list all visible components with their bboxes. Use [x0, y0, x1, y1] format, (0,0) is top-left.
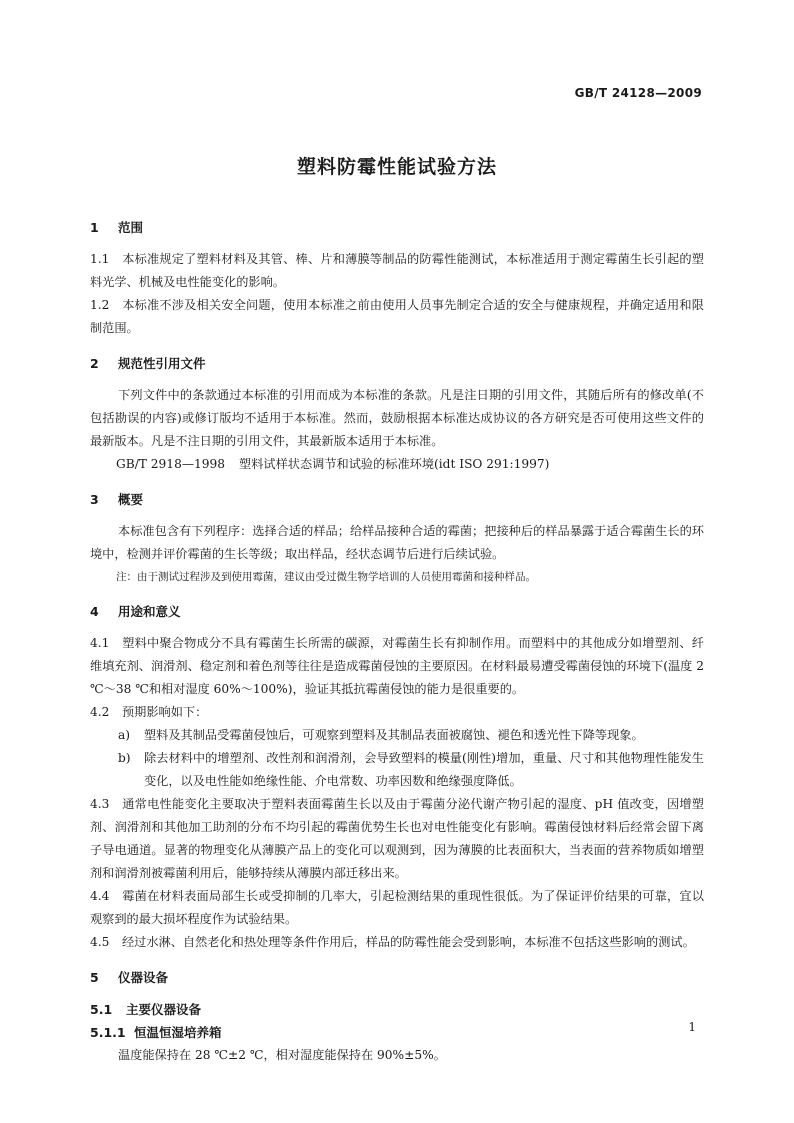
- clause-1-1: [90, 248, 704, 294]
- clause-4-5: [90, 931, 704, 954]
- section-title: 概要: [118, 492, 144, 507]
- list-item-b: [90, 747, 704, 793]
- subsection-title: 恒温恒湿培养箱: [134, 1025, 222, 1040]
- section-title: 范围: [118, 220, 144, 235]
- section-number: 2: [90, 356, 99, 371]
- clause-4-1: [90, 632, 704, 701]
- section-number: 3: [90, 492, 99, 507]
- list-marker: a): [118, 728, 131, 742]
- clause-text: 预期影响如下：: [122, 705, 208, 719]
- section-2-paragraph: 下列文件中的条款通过本标准的引用而成为本标准的条款。凡是注日期的引用文件，其随后所有的修改单(不包括勘误的内容)或修订版均不适用于本标准。然而，鼓励根据本标准达成协议的各方研究是否可使用这些文件的最新版本。凡是不注日期的引用文件，其最新版本适用于本标准。: [90, 388, 704, 448]
- clause-number: 1.2: [90, 298, 110, 312]
- section-number: 1: [90, 220, 99, 235]
- page-title: 塑料防霉性能试验方法: [296, 156, 497, 178]
- subsection-number: 5.1: [90, 1002, 113, 1017]
- reference-code: GB/T 2918—1998: [116, 457, 226, 471]
- section-title: 用途和意义: [118, 604, 181, 619]
- list-item-a: [90, 724, 704, 747]
- clause-text: 本标准不涉及相关安全问题，使用本标准之前由使用人员事先制定合适的安全与健康规程，并确定适用和限制范围。: [90, 298, 704, 335]
- section-number: 5: [90, 970, 99, 985]
- section-2-heading: [90, 352, 704, 375]
- reference-title: 塑料试样状态调节和试验的标准环境(idt ISO 291:1997): [239, 457, 550, 471]
- section-1-heading: [90, 216, 704, 239]
- clause-text: 本标准规定了塑料材料及其管、棒、片和薄膜等制品的防霉性能测试，本标准适用于测定霉菌生长引起的塑料光学、机械及电性能变化的影响。: [90, 252, 704, 289]
- clause-number: 4.5: [90, 935, 110, 949]
- subsection-5-1-1-paragraph: 温度能保持在 28 ℃±2 ℃，相对湿度能保持在 90%±5%。: [118, 1048, 446, 1062]
- section-3-heading: [90, 488, 704, 511]
- clause-text: 霉菌在材料表面局部生长或受抑制的几率大，引起检测结果的重现性很低。为了保证评价结果的可靠，宜以观察到的最大损坏程度作为试验结果。: [90, 889, 704, 926]
- clause-1-2: [90, 294, 704, 340]
- subsection-title: 主要仪器设备: [126, 1002, 202, 1017]
- list-text: 塑料及其制品受霉菌侵蚀后，可观察到塑料及其制品表面被腐蚀、褪色和透光性下降等现象。: [144, 728, 644, 742]
- clause-number: 4.4: [90, 889, 110, 903]
- normative-reference: [90, 453, 704, 476]
- standard-code: GB/T 24128—2009: [574, 86, 702, 100]
- clause-text: 通常电性能变化主要取决于塑料表面霉菌生长以及由于霉菌分泌代谢产物引起的湿度、pH 值改变，因增塑剂、润滑剂和其他加工助剂的分布不均引起的霉菌优势生长也对电性能变化有影响。霉菌侵蚀材料后经常会留下离子导电通道。显著的物理变化从薄膜产品上的变化可以观测到，因为薄膜的比表面积大，当表面的营养物质如增塑剂和润滑剂被霉菌利用后，能够持续从薄膜内部迁移出来。: [90, 797, 704, 880]
- clause-text: 经过水淋、自然老化和热处理等条件作用后，样品的防霉性能会受到影响，本标准不包括这些影响的测试。: [122, 935, 695, 949]
- section-5-heading: [90, 966, 704, 989]
- clause-4-4: [90, 885, 704, 931]
- section-title: 规范性引用文件: [118, 356, 206, 371]
- section-4-heading: [90, 600, 704, 623]
- list-text: 除去材料中的增塑剂、改性剂和润滑剂，会导致塑料的模量(刚性)增加，重量、尺寸和其他物理性能发生变化，以及电性能如绝缘性能、介电常数、功率因数和绝缘强度降低。: [144, 751, 704, 788]
- clause-number: 1.1: [90, 252, 110, 266]
- clause-4-3: [90, 793, 704, 885]
- clause-4-2: [90, 701, 704, 724]
- clause-number: 4.3: [90, 797, 110, 811]
- clause-number: 4.1: [90, 636, 110, 650]
- subsection-5-1-heading: [90, 998, 704, 1021]
- page-number: 1: [688, 1020, 696, 1034]
- section-3-paragraph: 本标准包含有下列程序：选择合适的样品；给样品接种合适的霉菌；把接种后的样品暴露于适合霉菌生长的环境中，检测并评价霉菌的生长等级；取出样品，经状态调节后进行后续试验。: [90, 524, 704, 561]
- section-3-note: 注：由于测试过程涉及到使用霉菌，建议由受过微生物学培训的人员使用霉菌和接种样品。: [116, 571, 536, 583]
- document-body: [90, 216, 704, 1067]
- list-marker: b): [118, 751, 131, 765]
- clause-text: 塑料中聚合物成分不具有霉菌生长所需的碳源，对霉菌生长有抑制作用。而塑料中的其他成分如增塑剂、纤维填充剂、润滑剂、稳定剂和着色剂等往往是造成霉菌侵蚀的主要原因。在材料最易遭受霉菌侵蚀的环境下(温度 2 ℃～38 ℃和相对湿度 60%～100%)，验证其抵抗霉菌侵蚀的能力是很重要的。: [90, 636, 704, 696]
- subsection-number: 5.1.1: [90, 1025, 126, 1040]
- section-number: 4: [90, 604, 99, 619]
- subsection-5-1-1-heading: [90, 1021, 704, 1044]
- section-title: 仪器设备: [118, 970, 169, 985]
- clause-number: 4.2: [90, 705, 110, 719]
